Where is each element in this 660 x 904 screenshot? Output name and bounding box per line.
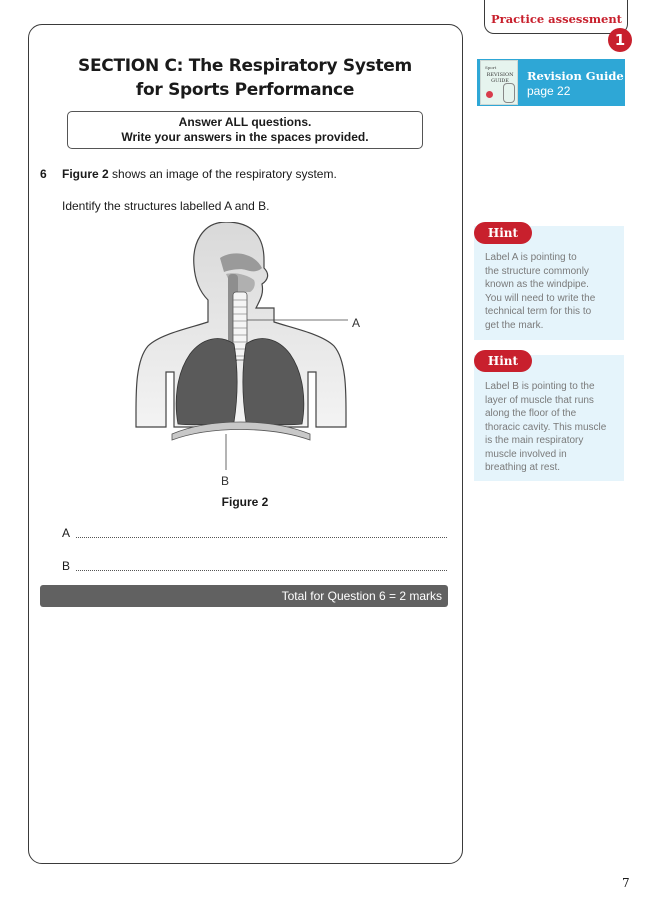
revision-guide-thumbnail [480, 60, 518, 105]
respiratory-system-figure [130, 222, 370, 490]
hint-badge-2: Hint [474, 350, 532, 372]
hint-2-line: Label B is pointing to the [485, 381, 595, 392]
question-stem-bold: Figure 2 [62, 167, 109, 181]
section-title-line1: SECTION C: The Respiratory System [78, 56, 412, 76]
revision-guide-title: Revision Guide [527, 69, 624, 83]
section-title [40, 54, 450, 102]
hint-2-line: is the main respiratory [485, 435, 584, 446]
hint-1-line: technical term for this to [485, 306, 592, 317]
practice-assessment-label: Practice assessment [491, 12, 622, 26]
hint-2-line: along the floor of the [485, 408, 577, 419]
answer-label-b: B [62, 559, 71, 573]
question-number: 6 [40, 167, 47, 181]
answer-dots-a [76, 537, 447, 538]
instructions-line2: Write your answers in the spaces provided. [121, 130, 369, 144]
practice-assessment-number: 1 [608, 28, 632, 52]
hint-1-line: You will need to write the [485, 292, 596, 304]
hint-1-line: Label A is pointing to [485, 252, 577, 263]
hint-2-line: thoracic cavity. This muscle [485, 421, 607, 433]
instructions-box [67, 111, 423, 149]
hint-2-line: layer of muscle that runs [485, 394, 594, 406]
figure-label-b: B [221, 474, 230, 488]
revision-thumb-title: REVISION GUIDE [486, 72, 514, 84]
hint-badge-1: Hint [474, 222, 532, 244]
revision-thumb-dot [486, 91, 493, 98]
instructions-line1: Answer ALL questions. [178, 115, 312, 129]
revision-thumb-figure [503, 83, 515, 103]
revision-guide-page: page 22 [527, 84, 571, 98]
answer-line-b[interactable] [62, 559, 447, 575]
section-title-line2: for Sports Performance [135, 80, 355, 100]
figure-label-a: A [352, 316, 361, 330]
hint-1-line: the structure commonly [485, 265, 589, 277]
page-number: 7 [622, 876, 630, 890]
answer-line-a[interactable] [62, 526, 447, 542]
total-marks-bar: Total for Question 6 = 2 marks [40, 585, 448, 607]
question-stem-rest: shows an image of the respiratory system. [108, 167, 337, 181]
hint-2-line: muscle involved in [485, 448, 567, 460]
answer-label-a: A [62, 526, 71, 540]
hint-text-1 [485, 251, 595, 332]
hint-text-2 [485, 380, 606, 475]
hint-1-line: get the mark. [485, 319, 544, 331]
answer-dots-b [76, 570, 447, 571]
question-stem [62, 167, 337, 181]
revision-thumb-small: Sport [485, 65, 497, 70]
question-instruction: Identify the structures labelled A and B. [62, 199, 270, 213]
hint-1-line: known as the windpipe. [485, 279, 589, 290]
hint-2-line: breathing at rest. [485, 462, 561, 473]
figure-caption: Figure 2 [221, 495, 269, 509]
